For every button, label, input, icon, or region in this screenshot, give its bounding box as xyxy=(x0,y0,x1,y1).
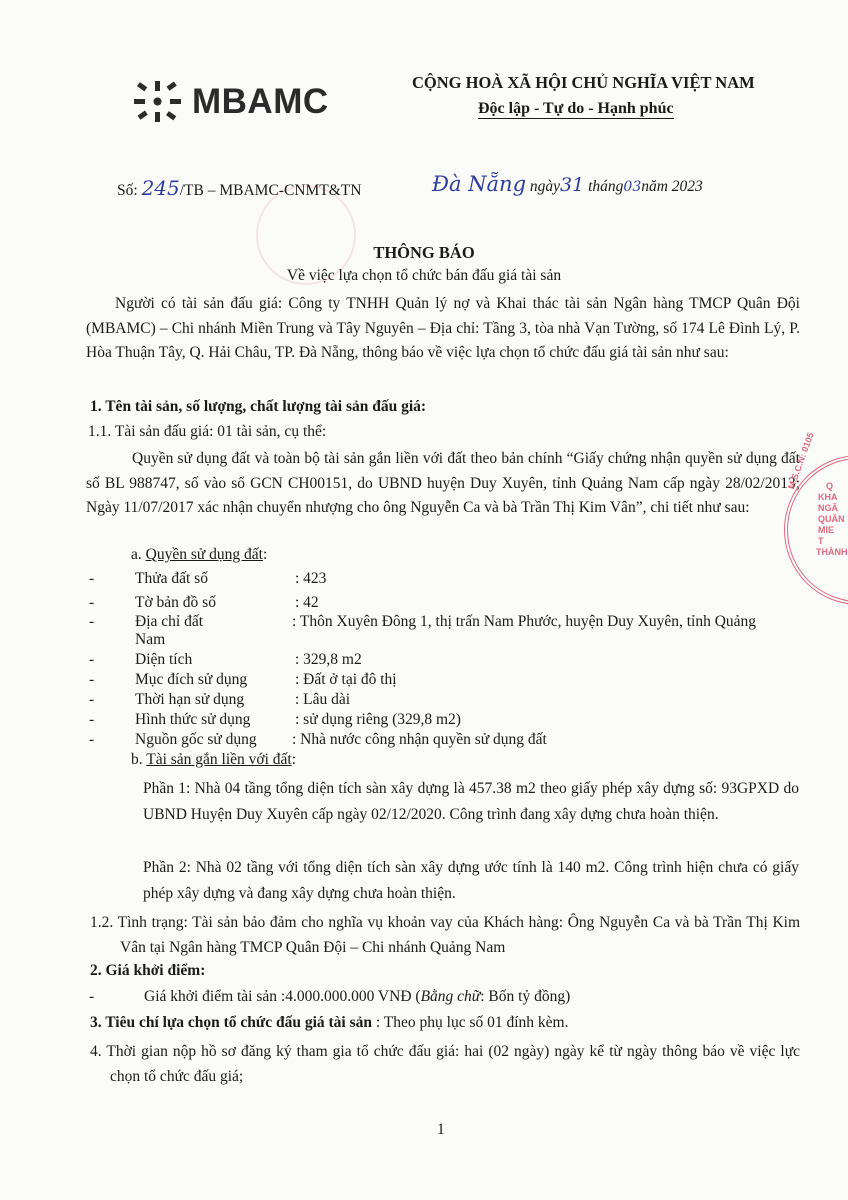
mbamc-logo xyxy=(134,80,329,124)
section-1-heading: 1. Tên tài sản, số lượng, chất lượng tài sản đấu giá: xyxy=(90,398,427,415)
date-place: Đà Nẵng xyxy=(432,172,527,196)
attached-assets-heading xyxy=(131,751,296,769)
notice-title: THÔNG BÁO xyxy=(373,243,475,262)
intro-paragraph: Người có tài sản đấu giá: Công ty TNHH Quản lý nợ và Khai thác tài sản Ngân hàng TMCP Quân Đội (MBAMC) – Chi nhánh Miền Trung và Tây Nguyên – Địa chỉ: Tầng 3, tòa nhà Vạn Tường, số 174 Lê Đình Lý, P. Hòa Thuận Tây, Q. Hải Châu, TP. Đà Nẵng, thông báo về việc lựa chọn tổ chức đấu giá tài sản như sau: xyxy=(86,295,800,361)
land-use-title: Quyền sử dụng đất xyxy=(145,546,263,563)
land-row-label: Nguồn gốc sử dụng xyxy=(135,731,257,748)
seal-line: THÀNH xyxy=(816,547,848,557)
ref-suffix: /TB – MBAMC-CNMT&TN xyxy=(179,182,362,199)
land-row-bullet: - xyxy=(89,651,95,668)
land-row-bullet: - xyxy=(89,731,95,748)
country-heading: CỘNG HOÀ XÃ HỘI CHỦ NGHĨA VIỆT NAM xyxy=(412,73,755,92)
land-use-suffix: : xyxy=(262,546,268,563)
land-use-prefix: a. xyxy=(131,546,146,563)
document-date xyxy=(432,172,703,196)
seal-code: M.S.C.N: 0105 xyxy=(786,431,816,491)
land-row-value: : Đất ở tại đô thị xyxy=(295,671,397,688)
seal-line: T xyxy=(818,536,824,546)
attached-assets-title: Tài sản gắn liền với đất xyxy=(146,751,292,768)
date-year: năm 2023 xyxy=(641,178,703,195)
starting-price xyxy=(144,988,570,1006)
seal-line: KHA xyxy=(818,492,838,502)
section-1-1: 1.1. Tài sản đấu giá: 01 tài sản, cụ thể: xyxy=(88,423,327,440)
seal-line: QUÂN xyxy=(818,514,845,524)
section-3-heading: 3. Tiêu chí lựa chọn tổ chức đấu giá tài sản xyxy=(90,1014,373,1031)
starting-price-words: : Bốn tỷ đồng) xyxy=(480,988,571,1005)
land-row-bullet: - xyxy=(89,671,95,688)
motto: Độc lập - Tự do - Hạnh phúc xyxy=(478,100,674,117)
seal-text xyxy=(816,481,848,581)
land-row-value: : 423 xyxy=(295,570,327,587)
part-2: Phần 2: Nhà 02 tầng với tổng diện tích sàn xây dựng ước tính là 140 m2. Công trình hiện chưa có giấy phép xây dựng và đang xây dựng chưa hoàn thiện. xyxy=(143,859,799,902)
seal-line: NGÂ xyxy=(818,503,838,513)
land-row-label: Hình thức sử dụng xyxy=(135,711,251,728)
starting-price-text: Giá khởi điểm tài sản :4.000.000.000 VNĐ ( xyxy=(144,988,421,1005)
starting-price-words-label: Bằng chữ xyxy=(420,988,481,1005)
land-row-label: Địa chỉ đất xyxy=(135,613,204,630)
section-1-2: 1.2. Tình trạng: Tài sản bảo đảm cho nghĩa vụ khoản vay của Khách hàng: Ông Nguyễn Ca và bà Trần Thị Kim Vân tại Ngân hàng TMCP Quân Đội – Chi nhánh Quảng Nam xyxy=(90,914,800,956)
land-row-value: : sử dụng riêng (329,8 m2) xyxy=(295,711,461,728)
land-row-bullet: - xyxy=(89,570,95,587)
company-seal xyxy=(784,431,848,605)
land-row-bullet: - xyxy=(89,691,95,708)
land-row-value: : Lâu dài xyxy=(295,691,351,708)
land-use-heading xyxy=(131,546,267,564)
part-1: Phần 1: Nhà 04 tầng tổng diện tích sàn xây dựng là 457.38 m2 theo giấy phép xây dựng số: 93GPXD do UBND Huyện Duy Xuyên cấp ngày 02/12/2020. Công trình đang xây dựng chưa hoàn thiện. xyxy=(143,780,799,823)
land-row-bullet: - xyxy=(89,613,95,630)
logo-text: MBAMC xyxy=(192,82,329,121)
page-number: 1 xyxy=(437,1121,445,1138)
date-day-label: ngày xyxy=(526,178,561,195)
land-address-wrap: Nam xyxy=(135,631,166,648)
ref-number: 245 xyxy=(141,176,180,200)
attached-assets-suffix: : xyxy=(291,751,297,768)
seal-line: Q xyxy=(826,481,834,491)
section-4: 4. Thời gian nộp hồ sơ đăng ký tham gia tổ chức đấu giá: hai (02 ngày) ngày kể từ ngày thông báo về việc lực chọn tổ chức đấu giá; xyxy=(90,1043,800,1085)
land-row-label: Diện tích xyxy=(135,651,193,668)
date-month-label: tháng xyxy=(584,178,624,195)
section-2-heading: 2. Giá khởi điểm: xyxy=(90,962,206,979)
date-month: 03 xyxy=(623,179,642,195)
seal-line: MIE xyxy=(818,525,835,535)
land-row-label: Thời hạn sử dụng xyxy=(135,691,245,708)
land-row-value: : 42 xyxy=(295,594,319,611)
document-reference xyxy=(117,176,361,200)
section-3 xyxy=(90,1014,568,1032)
land-row-value: : 329,8 m2 xyxy=(295,651,362,668)
notice-subtitle: Về việc lựa chọn tổ chức bán đấu giá tài sản xyxy=(286,267,562,284)
bullet-dash: - xyxy=(89,988,95,1005)
land-row-label: Mục đích sử dụng xyxy=(135,671,248,688)
mbamc-logo-icon xyxy=(134,80,184,124)
land-row-value: : Thôn Xuyên Đông 1, thị trấn Nam Phước, huyện Duy Xuyên, tỉnh Quảng xyxy=(292,613,757,630)
date-day: 31 xyxy=(560,174,585,196)
land-row-value: : Nhà nước công nhận quyền sử dụng đất xyxy=(292,731,547,748)
land-row-bullet: - xyxy=(89,594,95,611)
land-row-label: Thửa đất số xyxy=(135,570,208,587)
land-row-label: Tờ bản đồ số xyxy=(135,594,216,611)
asset-description: Quyền sử dụng đất và toàn bộ tài sản gắn liền với đất theo bản chính “Giấy chứng nhận quyền sử dụng đất số BL 988747, số vào sổ GCN CH00151, do UBND huyện Duy Xuyên, tỉnh Quảng Nam cấp ngày 28/02/2013; Ngày 11/07/2017 xác nhận chuyển nhượng cho ông Nguyễn Ca và bà Trần Thị Kim Vân”, chi tiết như sau: xyxy=(86,450,800,516)
attached-assets-prefix: b. xyxy=(131,751,147,768)
ref-prefix: Số: xyxy=(117,182,142,199)
land-row-bullet: - xyxy=(89,711,95,728)
section-3-text: : Theo phụ lục số 01 đính kèm. xyxy=(372,1014,569,1031)
